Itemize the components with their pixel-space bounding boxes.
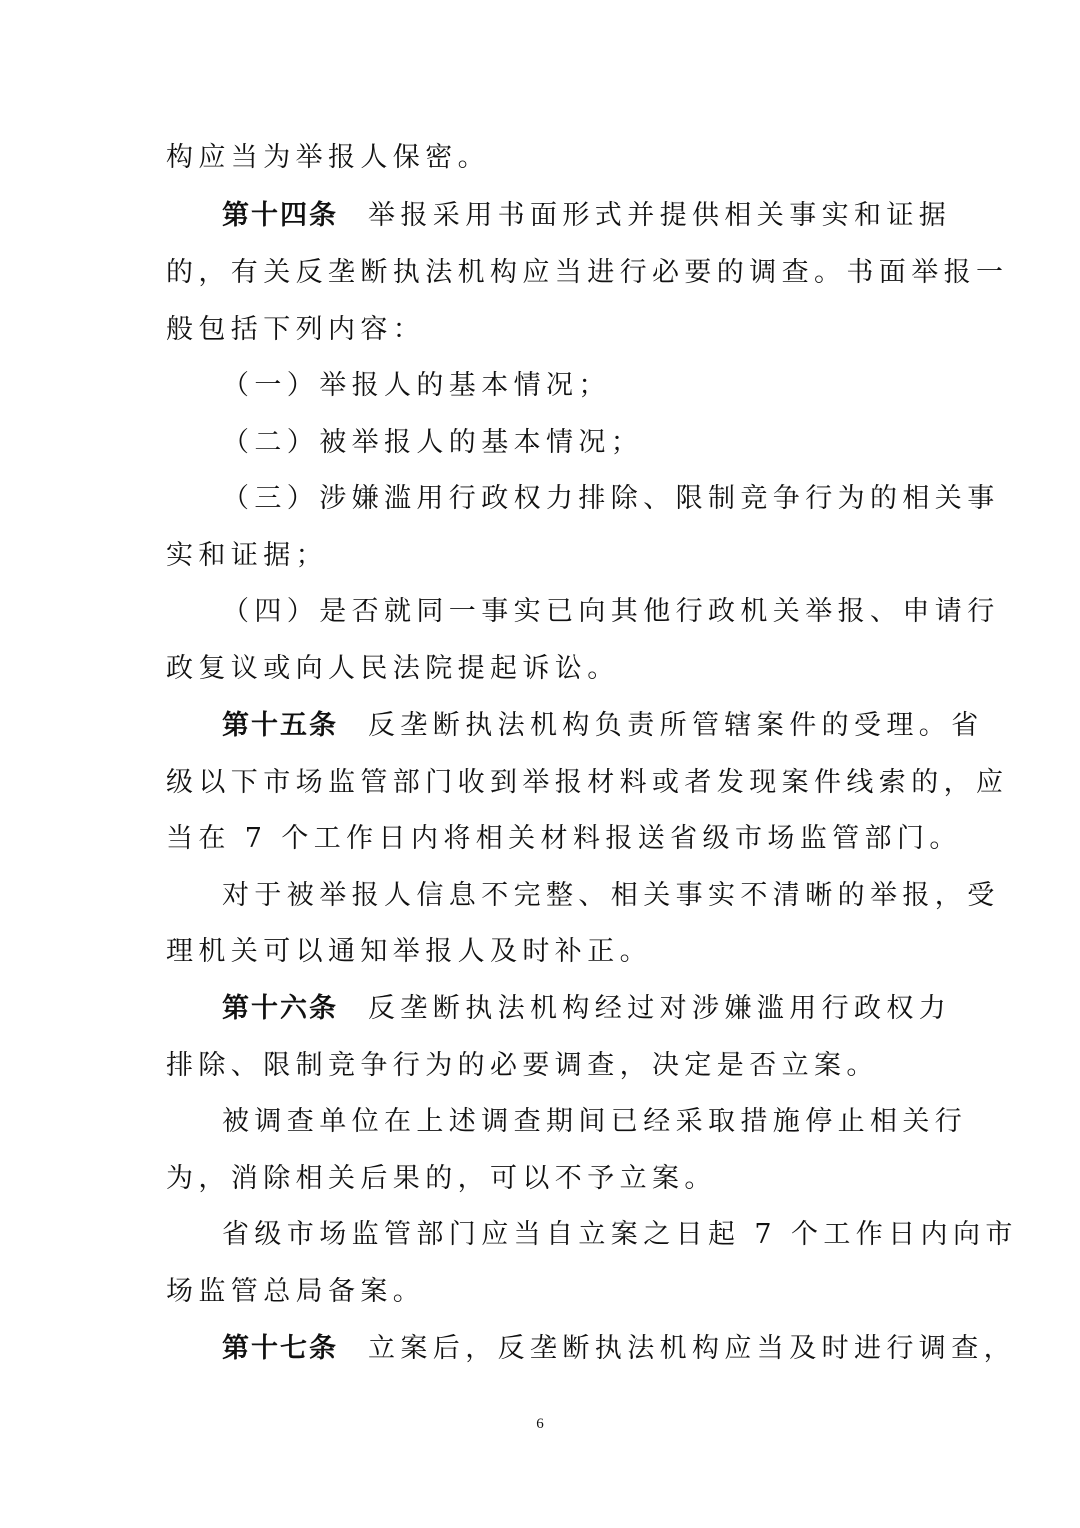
list-item-3: （三）涉嫌滥用行政权力排除、限制竞争行为的相关事 (222, 483, 1000, 514)
text-line: 排除、限制竞争行为的必要调查，决定是否立案。 (166, 1050, 879, 1081)
text-line: 级以下市场监管部门收到举报材料或者发现案件线索的，应 (166, 767, 1009, 798)
article-17-heading: 第十七条 (222, 1333, 338, 1364)
list-item-4: （四）是否就同一事实已向其他行政机关举报、申请行 (222, 596, 1000, 627)
text-line: 场监管总局备案。 (166, 1276, 426, 1307)
article-17-line-1 (222, 1329, 1016, 1369)
article-16-heading: 第十六条 (222, 993, 338, 1024)
article-14-line-1 (222, 196, 951, 236)
text-line: 对于被举报人信息不完整、相关事实不清晰的举报，受 (222, 880, 1000, 911)
article-16-line-1 (222, 989, 951, 1029)
article-16-text: 反垄断执法机构经过对涉嫌滥用行政权力 (368, 993, 952, 1024)
text-line: 般包括下列内容： (166, 314, 426, 345)
text-line: 被调查单位在上述调查期间已经采取措施停止相关行 (222, 1106, 968, 1137)
article-15-text: 反垄断执法机构负责所管辖案件的受理。省 (368, 710, 984, 741)
article-17-text: 立案后，反垄断执法机构应当及时进行调查， (368, 1333, 1016, 1364)
text-line: 理机关可以通知举报人及时补正。 (166, 936, 652, 967)
text-line: 实和证据； (166, 540, 328, 571)
text-line: 省级市场监管部门应当自立案之日起 7 个工作日内向市 (222, 1219, 1018, 1250)
list-item-2: （二）被举报人的基本情况； (222, 427, 644, 458)
text-line: 政复议或向人民法院提起诉讼。 (166, 653, 620, 684)
text-line: 的，有关反垄断执法机构应当进行必要的调查。书面举报一 (166, 257, 1009, 288)
page-number: 6 (536, 1416, 544, 1432)
article-15-line-1 (222, 706, 984, 746)
text-line: 为，消除相关后果的，可以不予立案。 (166, 1163, 717, 1194)
article-14-heading: 第十四条 (222, 200, 338, 231)
text-line: 构应当为举报人保密。 (166, 142, 490, 173)
text-line: 当在 7 个工作日内将相关材料报送省级市场监管部门。 (166, 823, 962, 854)
article-14-text: 举报采用书面形式并提供相关事实和证据 (368, 200, 952, 231)
list-item-1: （一）举报人的基本情况； (222, 370, 611, 401)
article-15-heading: 第十五条 (222, 710, 338, 741)
